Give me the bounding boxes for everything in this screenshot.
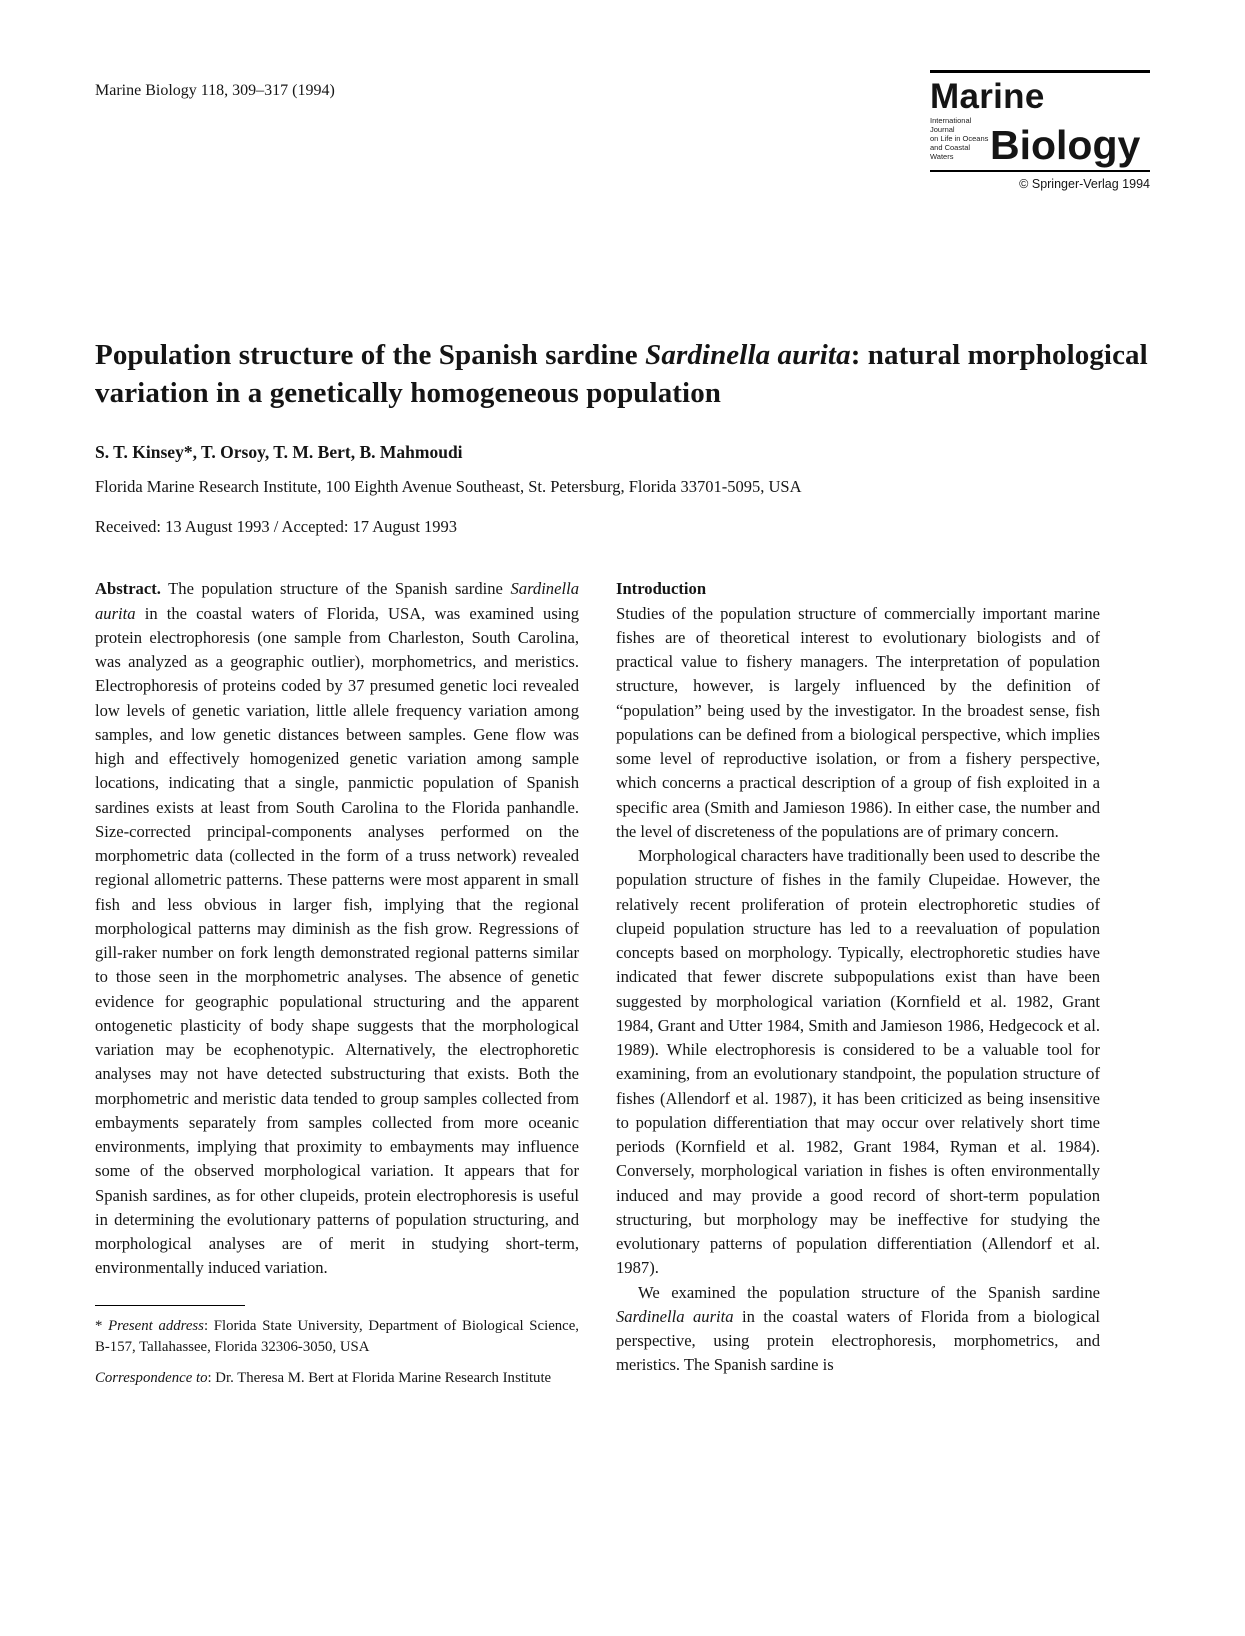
publisher-copyright: © Springer-Verlag 1994 bbox=[1019, 177, 1150, 191]
footnote-present-address-label: Present address bbox=[108, 1317, 204, 1334]
journal-citation: Marine Biology 118, 309–317 (1994) bbox=[95, 82, 335, 99]
logo-row bbox=[930, 116, 1150, 169]
abstract-species-italic: Sardinella aurita bbox=[95, 579, 579, 623]
logo-tagline bbox=[930, 116, 990, 165]
left-column bbox=[95, 577, 579, 1388]
footnote-present-address bbox=[95, 1316, 579, 1358]
abstract-label: Abstract. bbox=[95, 579, 161, 599]
title-species-italic: Sardinella aurita bbox=[645, 339, 851, 371]
footnote-correspondence-text: : Dr. Theresa M. Bert at Florida Marine Research Institute bbox=[207, 1369, 552, 1386]
footnote-correspondence-label: Correspondence to bbox=[95, 1369, 208, 1386]
page-header bbox=[95, 70, 1150, 191]
logo-bottom-rule bbox=[930, 170, 1150, 172]
logo-tagline-line2: on Life in Oceans bbox=[930, 134, 989, 143]
introduction-paragraph-2: Morphological characters have traditionally been used to describe the population structure of fishes in the family Clupeidae. However, the relatively recent proliferation of protein electrophoretic studies of clupeid population structure has led to a reevaluation of population concepts based on morphology. Typically, electrophoretic studies have indicated that fewer discrete subpopulations exist than have been suggested by morphological variation (Kornfield et al. 1982, Grant 1984, Grant and Utter 1984, Smith and Jamieson 1986, Hedgecock et al. 1989). While electrophoresis is considered to be a valuable tool for examining, from an evolutionary standpoint, the population structure of fishes (Allendorf et al. 1987), it has been criticized as being insensitive to population differentiation that may occur over relatively short time periods (Kornfield et al. 1982, Grant 1984, Ryman et al. 1984). Conversely, morphological variation in fishes is often environmentally induced and may provide a good record of short-term population structuring, but morphology may be ineffective for studying the evolutionary patterns of population differentiation (Allendorf et al. 1987). bbox=[616, 846, 1100, 1278]
journal-logo bbox=[930, 70, 1150, 191]
footnote-present-address-text: : Florida State University, Department of Biological Science, B-157, Tallahassee, Florida 32306-3050, USA bbox=[95, 1317, 579, 1355]
footnote-separator-rule bbox=[95, 1305, 245, 1306]
intro-p3-species-italic: Sardinella aurita bbox=[616, 1306, 734, 1326]
logo-tagline-line3: and Coastal Waters bbox=[930, 143, 971, 161]
two-column-body bbox=[95, 577, 1150, 1388]
intro-p3-pre: We examined the population structure of the Spanish sardine bbox=[638, 1282, 1100, 1302]
title-part2: : natural morphological variation in a genetically homogeneous population bbox=[95, 339, 1148, 409]
right-column bbox=[616, 577, 1100, 1388]
footnote-correspondence bbox=[95, 1368, 579, 1389]
article-title bbox=[95, 337, 1150, 412]
footnote-marker: * bbox=[95, 1317, 109, 1334]
received-accepted-line: Received: 13 August 1993 / Accepted: 17 August 1993 bbox=[95, 517, 458, 537]
introduction-paragraph-1: Studies of the population structure of commercially important marine fishes are of theoretical interest to evolutionary biologists and of practical value to fishery managers. The interpretation of population structure, however, is largely influenced by the definition of “population” being used by the investigator. In the broadest sense, fish populations can be defined from a biological perspective, which implies some level of reproductive isolation, or from a fishery perspective, which concerns a practical description of a group of fish exploited in a specific area (Smith and Jamieson 1986). In either case, the number and the level of discreteness of the populations are of primary concern. bbox=[616, 603, 1100, 841]
author-line: S. T. Kinsey*, T. Orsoy, T. M. Bert, B. Mahmoudi bbox=[95, 442, 463, 463]
introduction-heading: Introduction bbox=[616, 579, 707, 599]
logo-word-biology: Biology bbox=[990, 122, 1141, 169]
logo-word-marine: Marine bbox=[930, 77, 1045, 116]
abstract-pre: The population structure of the Spanish sardine bbox=[160, 579, 511, 599]
abstract-paragraph bbox=[95, 577, 579, 1280]
abstract-post: in the coastal waters of Florida, USA, was examined using protein electrophoresis (one sample from Charleston, South Carolina, was analyzed as a geographic outlier), morphometrics, and meristics. Electrophoresis of proteins coded by 37 presumed genetic loci revealed low levels of genetic variation, little allele frequency variation among samples, and low genetic distances between samples. Gene flow was high and effectively homogenized genetic variation among sample locations, indicating that a single, panmictic population of Spanish sardines exists at least from South Carolina to the Florida panhandle. Size-corrected principal-components analyses performed on the morphometric data (collected in the form of a truss network) revealed regional allometric patterns. These patterns were most apparent in small fish and less obvious in larger fish, implying that the regional morphological patterns may diminish as the fish grow. Regressions of gill-raker number on fork length demonstrated regional patterns similar to those seen in the morphometric analyses. The absence of genetic evidence for geographic populational structuring and the apparent ontogenetic plasticity of body shape suggests that the morphological variation may be ecophenotypic. Alternatively, the electrophoretic analyses may not have detected substructuring that exists. Both the morphometric and meristic data tended to group samples collected from embayments separately from samples collected from more oceanic environments, implying that proximity to embayments may influence some of the observed morphological variation. It appears that for Spanish sardines, as for other clupeids, protein electrophoresis is useful in determining the evolutionary patterns of population structuring, and morphological analyses are of merit in studying short-term, environmentally induced variation. bbox=[95, 603, 579, 1278]
intro-p3-post: in the coastal waters of Florida from a biological perspective, using protein electrophoresis, morphometrics, and meristics. The Spanish sardine is bbox=[616, 1306, 1100, 1375]
title-part1: Population structure of the Spanish sardine bbox=[95, 339, 646, 371]
logo-top-rule bbox=[930, 70, 1150, 73]
logo-tagline-line1: International Journal bbox=[930, 116, 972, 134]
affiliation-line: Florida Marine Research Institute, 100 Eighth Avenue Southeast, St. Petersburg, Florida 33701-5095, USA bbox=[95, 477, 802, 497]
introduction-paragraph-3 bbox=[616, 1281, 1100, 1378]
